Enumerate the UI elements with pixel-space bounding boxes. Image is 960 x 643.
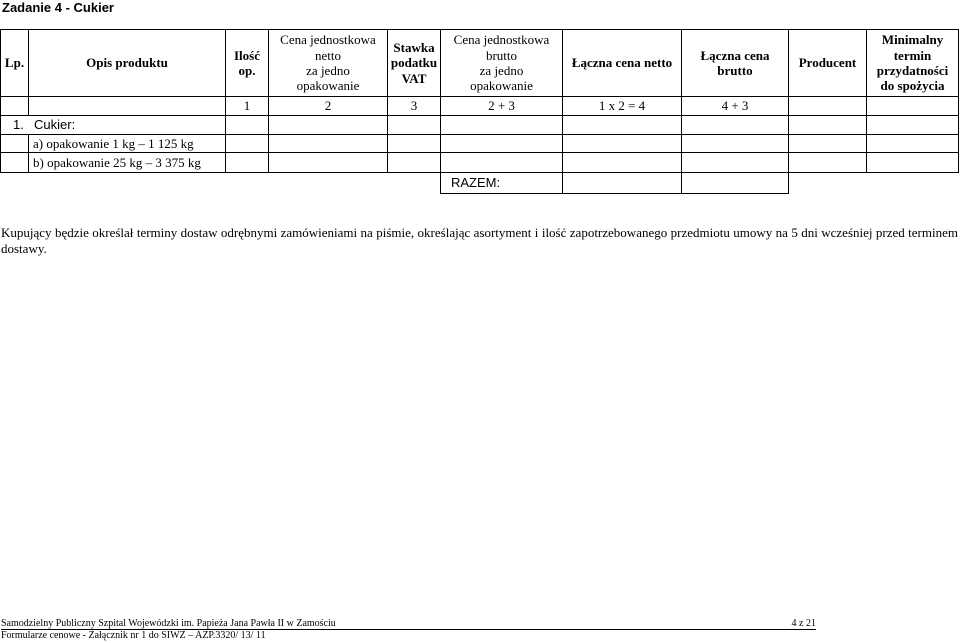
table-row (1, 135, 959, 153)
product-title-cell (1, 116, 226, 135)
product-vat-cell (388, 116, 441, 135)
formula-quantity: 1 (226, 97, 269, 116)
footer-document-ref: Formularze cenowe - Załącznik nr 1 do SIWZ – AZP.3320/ 13/ 11 (1, 630, 266, 641)
item-a-description: a) opakowanie 1 kg – 1 125 kg (29, 135, 226, 153)
item-b-description: b) opakowanie 25 kg – 3 375 kg (29, 153, 226, 173)
total-row-spacer-left (1, 173, 441, 194)
formula-unit-net: 2 (269, 97, 388, 116)
total-row (1, 173, 959, 194)
footer-header (1, 618, 816, 630)
formula-description-cell (29, 97, 226, 116)
header-quantity: Ilość op. (226, 30, 269, 97)
formula-lp-cell (1, 97, 29, 116)
item-a-producer-cell (789, 135, 867, 153)
header-vat-rate: Stawka podatku VAT (388, 30, 441, 97)
item-a-quantity-cell (226, 135, 269, 153)
item-a-total-net-cell (563, 135, 682, 153)
item-b-best-before-cell (867, 153, 959, 173)
item-b-unit-gross-cell (441, 153, 563, 173)
footer-page-number: 4 z 21 (791, 618, 816, 629)
header-unit-net-price: Cena jednostkowa netto za jedno opakowanie (269, 30, 388, 97)
item-b-lp-cell (1, 153, 29, 173)
item-a-unit-gross-cell (441, 135, 563, 153)
product-quantity-cell (226, 116, 269, 135)
item-b-producer-cell (789, 153, 867, 173)
header-row (1, 30, 959, 97)
product-best-before-cell (867, 116, 959, 135)
footer-institution: Samodzielny Publiczny Szpital Wojewódzki im. Papieża Jana Pawła II w Zamościu (1, 618, 336, 629)
total-gross-cell (682, 173, 789, 194)
item-b-total-gross-cell (682, 153, 789, 173)
item-b-vat-cell (388, 153, 441, 173)
formula-unit-gross: 2 + 3 (441, 97, 563, 116)
item-a-vat-cell (388, 135, 441, 153)
total-net-cell (563, 173, 682, 194)
formula-total-gross: 4 + 3 (682, 97, 789, 116)
header-total-net: Łączna cena netto (563, 30, 682, 97)
header-total-gross: Łączna cena brutto (682, 30, 789, 97)
item-a-unit-net-cell (269, 135, 388, 153)
product-total-gross-cell (682, 116, 789, 135)
item-b-total-net-cell (563, 153, 682, 173)
formula-vat: 3 (388, 97, 441, 116)
item-b-unit-net-cell (269, 153, 388, 173)
page-title: Zadanie 4 - Cukier (2, 0, 114, 15)
formula-total-net: 1 x 2 = 4 (563, 97, 682, 116)
header-producer: Producent (789, 30, 867, 97)
formula-best-before-cell (867, 97, 959, 116)
item-a-lp-cell (1, 135, 29, 153)
header-best-before: Minimalny termin przydatności do spożycia (867, 30, 959, 97)
product-total-net-cell (563, 116, 682, 135)
table-row (1, 153, 959, 173)
product-row (1, 116, 959, 135)
total-label: RAZEM: (441, 173, 563, 194)
delivery-note: Kupujący będzie określał terminy dostaw odrębnymi zamówieniami na piśmie, określając asortyment i ilość zapotrzebowanego przedmiotu umowy na 5 dni wcześniej przed terminem dostawy. (1, 225, 958, 256)
product-unit-net-cell (269, 116, 388, 135)
price-form-table (0, 29, 959, 194)
total-row-spacer-right (789, 173, 959, 194)
item-a-best-before-cell (867, 135, 959, 153)
header-lp: Lp. (1, 30, 29, 97)
product-producer-cell (789, 116, 867, 135)
product-number: 1. (13, 117, 24, 133)
product-unit-gross-cell (441, 116, 563, 135)
header-description: Opis produktu (29, 30, 226, 97)
formula-producer-cell (789, 97, 867, 116)
formula-row (1, 97, 959, 116)
item-b-quantity-cell (226, 153, 269, 173)
product-name: Cukier: (34, 117, 76, 133)
item-a-total-gross-cell (682, 135, 789, 153)
header-unit-gross-price: Cena jednostkowa brutto za jedno opakowanie (441, 30, 563, 97)
